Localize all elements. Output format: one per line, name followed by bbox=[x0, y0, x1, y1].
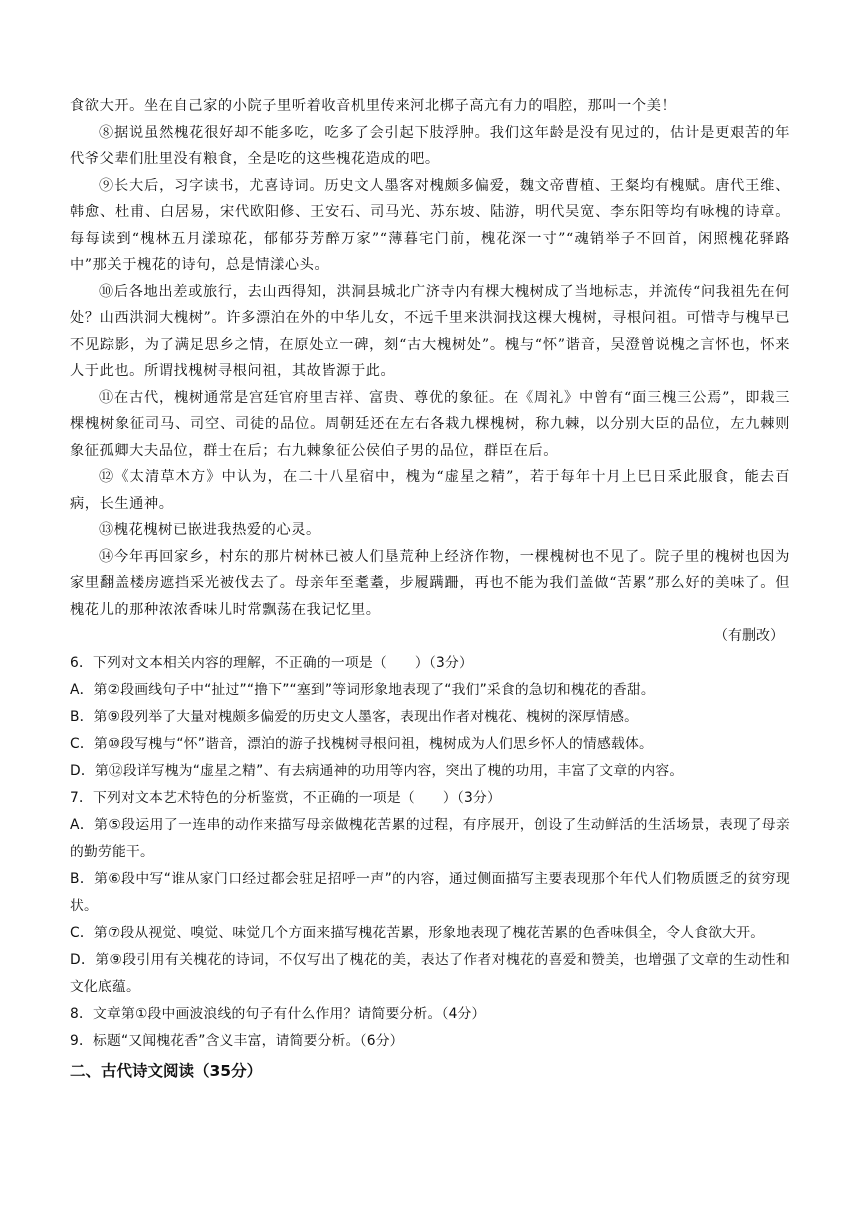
question-6-option-a: A．第②段画线句子中“扯过”“撸下”“塞到”等词形象地表现了“我们”采食的急切和槐花的香甜。 bbox=[70, 681, 655, 698]
question-7-option-a: A．第⑤段运用了一连串的动作来描写母亲做槐花苦累的过程，有序展开，创设了生动鲜活的生活场景，表现了母亲的勤劳能干。 bbox=[70, 816, 790, 860]
question-6-option-d: D．第⑫段详写槐为“虚星之精”、有去病通神的功用等内容，突出了槐的功用，丰富了文章的内容。 bbox=[70, 762, 684, 779]
passage-paragraph-9: ⑨长大后，习字读书，尤喜诗词。历史文人墨客对槐颇多偏爱，魏文帝曹植、王粲均有槐赋。唐代王维、韩愈、杜甫、白居易，宋代欧阳修、王安石、司马光、苏东坡、陆游，明代吴宽、李东阳等均有咏槐的诗章。每每读到“槐林五月漾琼花，郁郁芬芳醉万家”“薄暮宅门前，槐花深一寸”“魂销举子不回首，闲照槐花驿路中”那关于槐花的诗句，总是情漾心头。 bbox=[70, 177, 790, 273]
question-6-option-c: C．第⑩段写槐与“怀”谐音，漂泊的游子找槐树寻根问祖，槐树成为人们思乡怀人的情感载体。 bbox=[70, 735, 653, 752]
question-8: 8．文章第①段中画波浪线的句子有什么作用？请简要分析。（4分） bbox=[70, 1005, 486, 1022]
question-7-option-c: C．第⑦段从视觉、嗅觉、味觉几个方面来描写槐花苦累，形象地表现了槐花苦累的色香味俱全，令人食欲大开。 bbox=[70, 924, 765, 941]
passage-paragraph-12: ⑫《太清草木方》中认为，在二十八星宿中，槐为“虚星之精”，若于每年十月上巳日采此服食，能去百病，长生通神。 bbox=[70, 469, 790, 512]
question-9: 9．标题“又闻槐花香”含义丰富，请简要分析。（6分） bbox=[70, 1032, 404, 1049]
passage-paragraph-7-continued: 食欲大开。坐在自己家的小院子里听着收音机里传来河北梆子高亢有力的唱腔，那叫一个美！ bbox=[70, 98, 677, 114]
passage-paragraph-14: ⑭今年再回家乡，村东的那片树林已被人们垦荒种上经济作物，一棵槐树也不见了。院子里的槐树也因为家里翻盖楼房遮挡采光被伐去了。母亲年至耄耋，步履蹒跚，再也不能为我们盖做“苦累”那么好的美味了。但槐花儿的那种浓浓香味儿时常飘荡在我记忆里。 bbox=[70, 548, 790, 618]
question-7-option-d: D．第⑨段引用有关槐花的诗词，不仅写出了槐花的美，表达了作者对槐花的喜爱和赞美，也增强了文章的生动性和文化底蕴。 bbox=[70, 951, 790, 995]
passage-paragraph-11: ⑪在古代，槐树通常是宫廷官府里吉祥、富贵、尊优的象征。在《周礼》中曾有“面三槐三公焉”，即栽三棵槐树象征司马、司空、司徒的品位。周朝廷还在左右各栽九棵槐树，称九棘，以分别大臣的品位，左九棘则象征孤卿大夫品位，群士在后；右九棘象征公侯伯子男的品位，群臣在后。 bbox=[70, 389, 790, 459]
question-6-option-b: B．第⑨段列举了大量对槐颇多偏爱的历史文人墨客，表现出作者对槐花、槐树的深厚情感。 bbox=[70, 708, 639, 725]
abridged-note: （有删改） bbox=[714, 628, 784, 644]
question-7: 7．下列对文本艺术特色的分析鉴赏，不正确的一项是（ ）（3分） bbox=[70, 789, 501, 806]
section-heading: 二、古代诗文阅读（35分） bbox=[70, 1061, 263, 1080]
question-7-option-b: B．第⑥段中写“谁从家门口经过都会驻足招呼一声”的内容，通过侧面描写主要表现那个年代人们物质匮乏的贫穷现状。 bbox=[70, 870, 790, 914]
passage-paragraph-10: ⑩后各地出差或旅行，去山西得知，洪洞县城北广济寺内有棵大槐树成了当地标志，并流传“问我祖先在何处？山西洪洞大槐树”。许多漂泊在外的中华儿女，不远千里来洪洞找这棵大槐树，寻根问祖。可惜寺与槐早已不见踪影，为了满足思乡之情，在原处立一碑，刻“古大槐树处”。槐与“怀”谐音，吴澄曾说槐之言怀也，怀来人于此也。所谓找槐树寻根问祖，其故皆源于此。 bbox=[70, 283, 790, 379]
question-6: 6．下列对文本相关内容的理解，不正确的一项是（ ）（3分） bbox=[70, 654, 473, 671]
passage-paragraph-13: ⑬槐花槐树已嵌进我热爱的心灵。 bbox=[99, 522, 321, 538]
passage-paragraph-8: ⑧据说虽然槐花很好却不能多吃，吃多了会引起下肢浮肿。我们这年龄是没有见过的，估计是更艰苦的年代爷父辈们肚里没有粮食，全是吃的这些槐花造成的吧。 bbox=[70, 124, 790, 167]
